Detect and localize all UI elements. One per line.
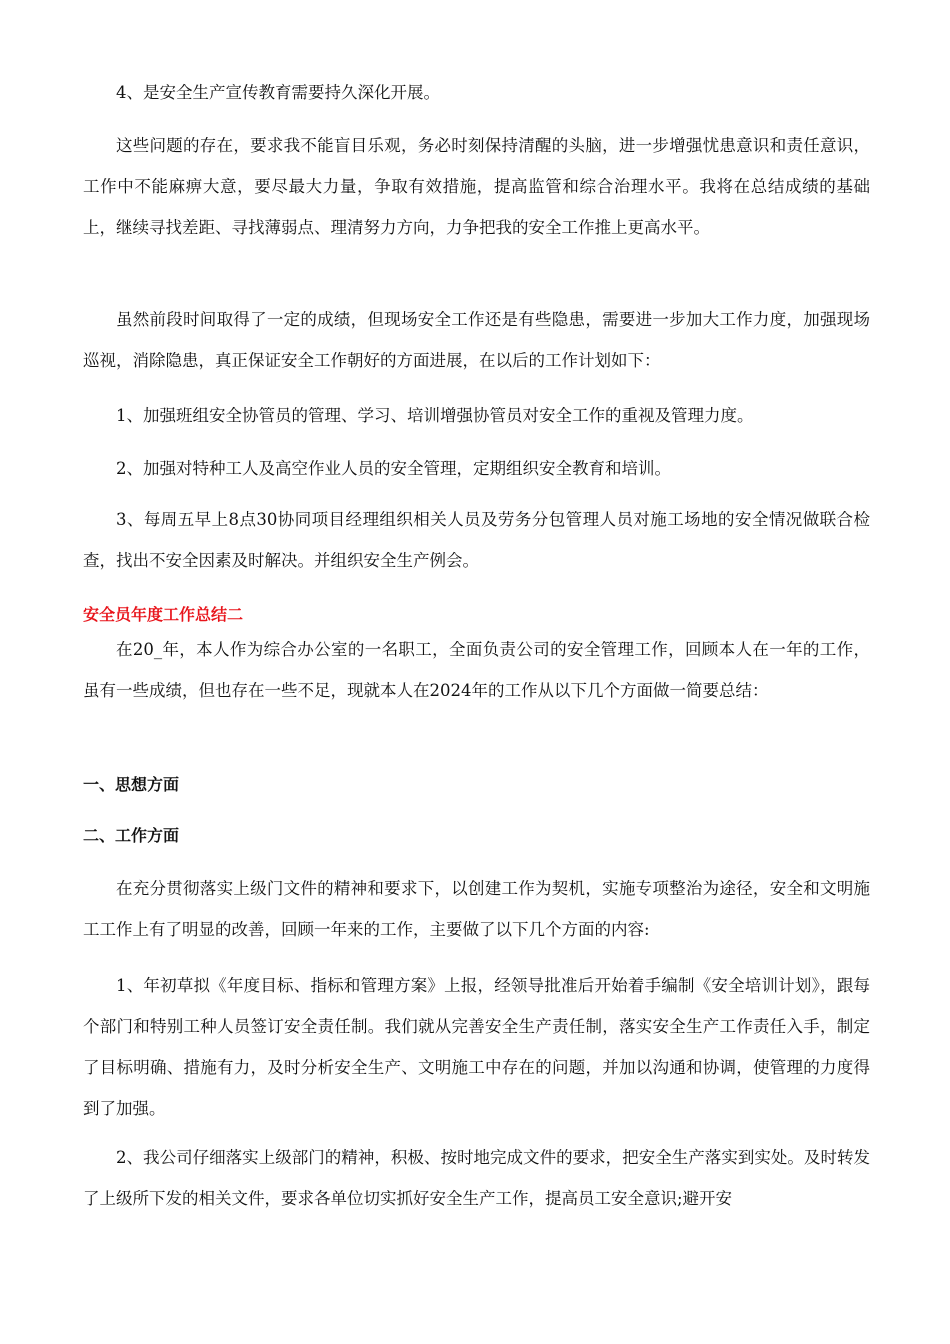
paragraph-plan-1: 1、加强班组安全协管员的管理、学习、培训增强协管员对安全工作的重视及管理力度。 xyxy=(116,406,754,425)
paragraph-work-intro: 在充分贯彻落实上级门文件的精神和要求下，以创建工作为契机，实施专项整治为途径，安全和文明施工工作上有了明显的改善，回顾一年来的工作，主要做了以下几个方面的内容: xyxy=(83,879,870,939)
heading-work: 二、工作方面 xyxy=(83,826,180,845)
paragraph-plan-3: 3、每周五早上8点30协同项目经理组织相关人员及劳务分包管理人员对施工场地的安全情况做联合检查，找出不安全因素及时解决。并组织安全生产例会。 xyxy=(83,510,870,570)
paragraph-plan-2: 2、加强对特种工人及高空作业人员的安全管理，定期组织安全教育和培训。 xyxy=(116,459,671,478)
heading-thought: 一、思想方面 xyxy=(83,775,180,794)
section-title: 安全员年度工作总结二 xyxy=(83,605,244,624)
paragraph-plan-intro: 虽然前段时间取得了一定的成绩，但现场安全工作还是有些隐患，需要进一步加大工作力度，加强现场巡视，消除隐患，真正保证安全工作朝好的方面进展，在以后的工作计划如下： xyxy=(83,310,870,370)
paragraph-item-4: 4、是安全生产宣传教育需要持久深化开展。 xyxy=(116,83,440,102)
paragraph-problems: 这些问题的存在，要求我不能盲目乐观，务必时刻保持清醒的头脑，进一步增强忧患意识和责任意识，工作中不能麻痹大意，要尽最大力量，争取有效措施，提高监管和综合治理水平。我将在总结成绩的基础上，继续寻找差距、寻找薄弱点、理清努力方向，力争把我的安全工作推上更高水平。 xyxy=(83,136,870,237)
paragraph-work-1: 1、年初草拟《年度目标、指标和管理方案》上报，经领导批准后开始着手编制《安全培训计划》，跟每个部门和特别工种人员签订安全责任制。我们就从完善安全生产责任制，落实安全生产工作责任入手，制定了目标明确、措施有力，及时分析安全生产、文明施工中存在的问题，并加以沟通和协调，使管理的力度得到了加强。 xyxy=(83,976,870,1118)
paragraph-work-2: 2、我公司仔细落实上级部门的精神，积极、按时地完成文件的要求，把安全生产落实到实处。及时转发了上级所下发的相关文件，要求各单位切实抓好安全生产工作，提高员工安全意识;避开安 xyxy=(83,1148,870,1208)
paragraph-summary-intro: 在20_年，本人作为综合办公室的一名职工，全面负责公司的安全管理工作，回顾本人在一年的工作，虽有一些成绩，但也存在一些不足，现就本人在2024年的工作从以下几个方面做一简要总结： xyxy=(83,640,870,700)
